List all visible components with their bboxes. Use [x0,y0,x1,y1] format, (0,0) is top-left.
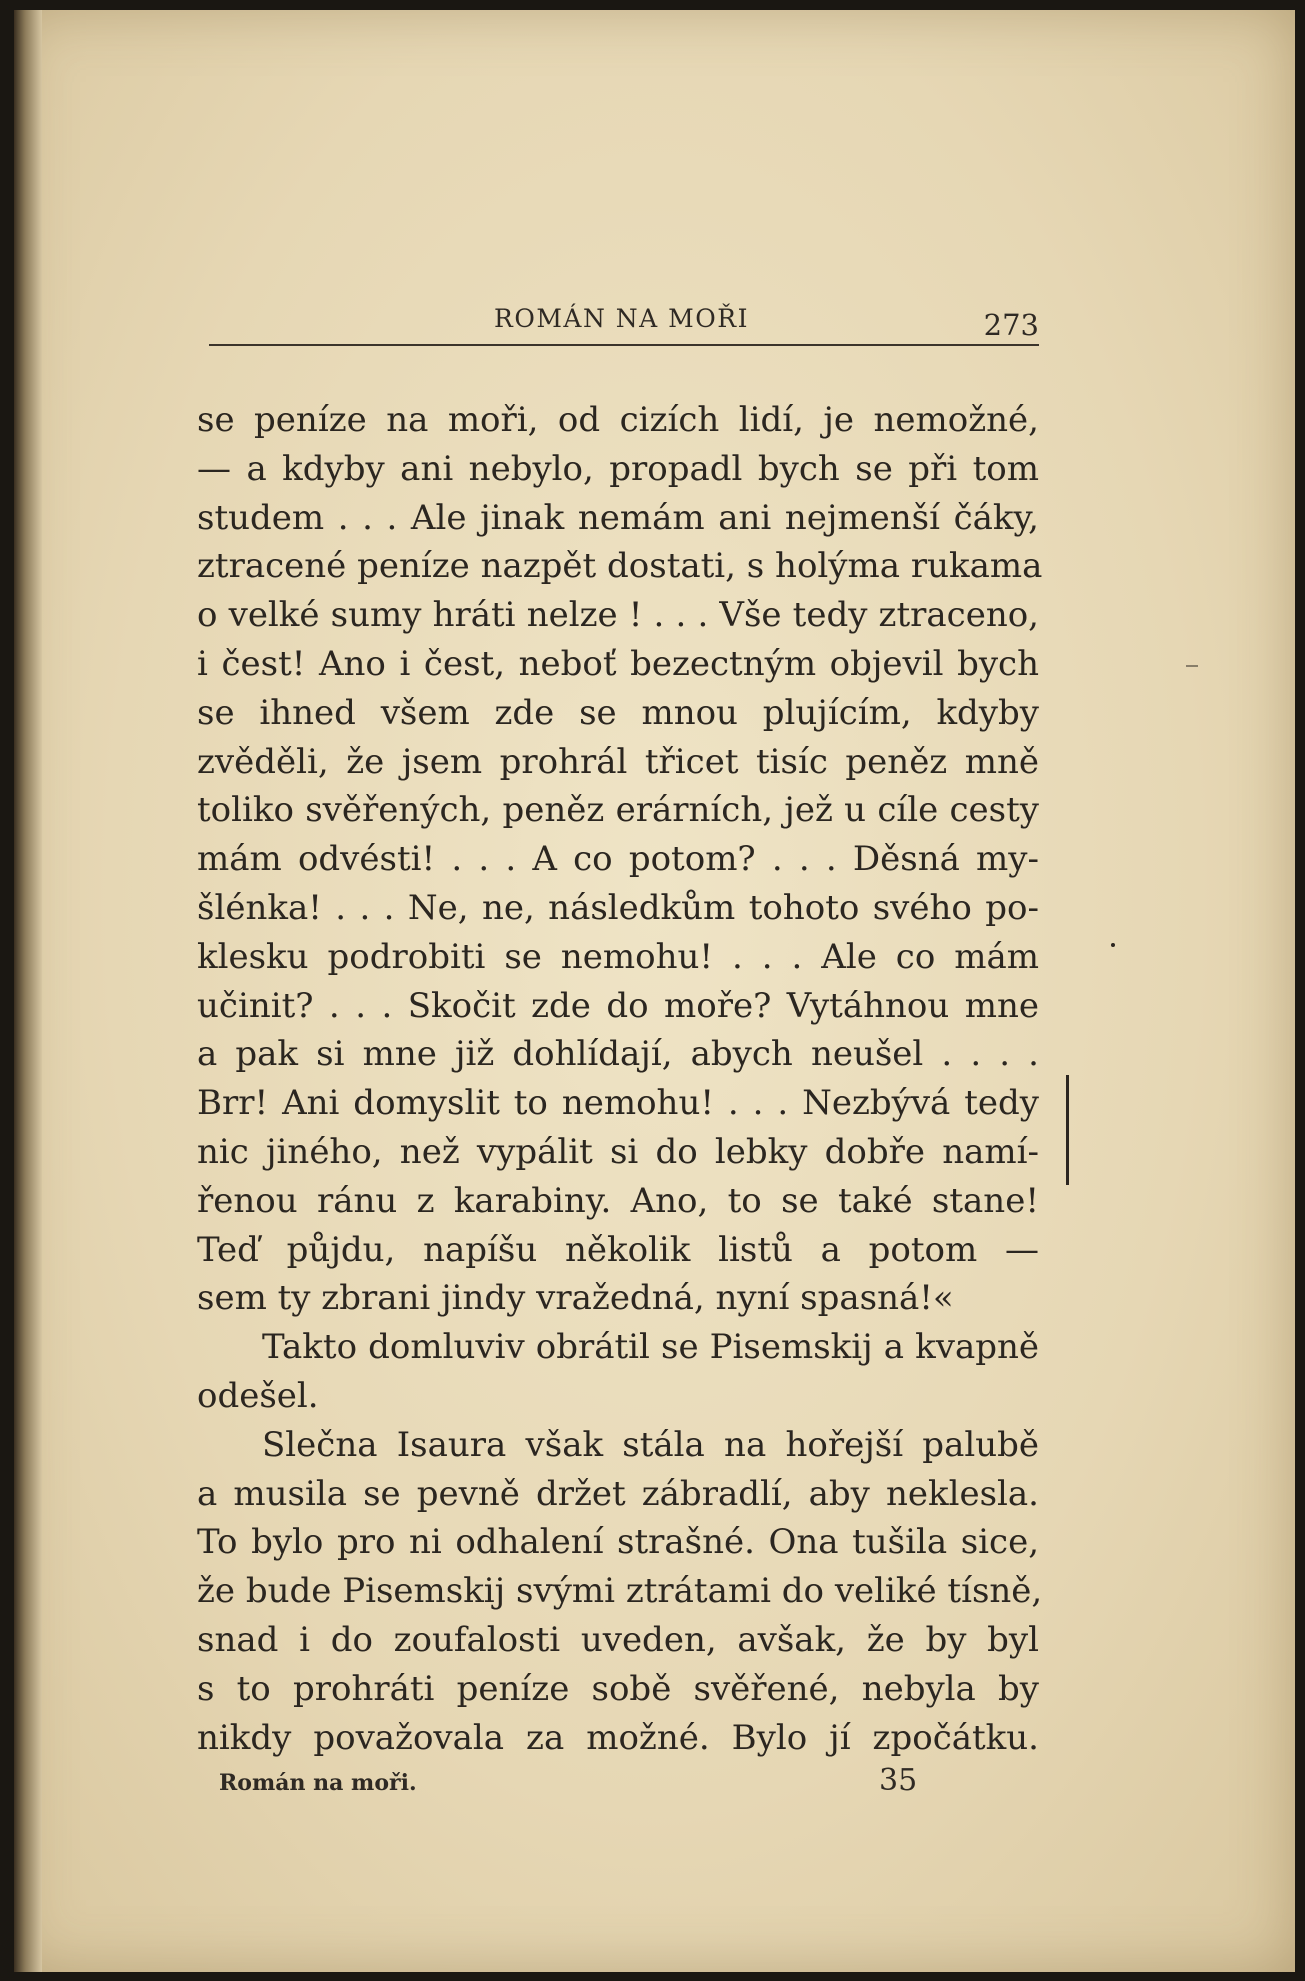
signature-mark: 35 [879,1763,918,1798]
text-line: toliko svěřených, peněz erárních, jež u cíle cesty [197,790,1039,831]
text-line: Teď půjdu, napíšu několik listů a potom — [197,1229,1039,1270]
text-line: Brr! Ani domyslit to nemohu! . . . Nezbývá tedy [197,1083,1039,1124]
text-line: odešel. [197,1375,319,1416]
text-line: zvěděli, že jsem prohrál třicet tisíc peněz mně [197,741,1039,782]
text-line: Takto domluviv obrátil se Pisemskij a kvapně [262,1327,1039,1368]
text-line: že bude Pisemskij svými ztrátami do veliké tísně, [197,1571,1043,1612]
book-spine-shadow [14,10,42,1972]
text-line: nic jiného, než vypálit si do lebky dobře namí- [197,1131,1039,1172]
page-number: 273 [983,308,1039,342]
text-line: snad i do zoufalosti uveden, avšak, že by byl [197,1619,1039,1660]
margin-pencil-mark [1111,943,1115,947]
running-title: ROMÁN NA MOŘI [494,304,749,333]
body-text [197,396,1043,1762]
text-line: a musila se pevně držet zábradlí, aby neklesla. [197,1473,1039,1514]
text-line: i čest! Ano i čest, neboť bezectným objevil bych [197,643,1039,684]
book-page [14,10,1295,1972]
text-line: sem ty zbrani jindy vražedná, nyní spasná!« [197,1278,954,1319]
footer-title: Román na moři. [219,1770,417,1796]
margin-pencil-mark [1186,665,1198,667]
text-line: Slečna Isaura však stála na hořejší palubě [262,1424,1039,1465]
text-line: se ihned všem zde se mnou plujícím, kdyby [197,692,1039,733]
margin-pencil-mark [1066,1075,1069,1185]
text-line: s to prohráti peníze sobě svěřené, nebyla by [197,1668,1039,1709]
text-line: mám odvésti! . . . A co potom? . . . Děsná my- [197,839,1039,880]
text-line: o velké sumy hráti nelze ! . . . Vše tedy ztraceno, [197,595,1039,636]
text-line: šlénka! . . . Ne, ne, následkům tohoto svého po- [197,887,1039,928]
text-line: — a kdyby ani nebylo, propadl bych se při tom [197,448,1039,489]
running-header [209,300,1039,346]
text-line: nikdy považovala za možné. Bylo jí zpočátku. [197,1717,1039,1758]
text-line: ztracené peníze nazpět dostati, s holýma rukama [197,546,1043,587]
text-line: se peníze na moři, od cizích lidí, je nemožné, [197,400,1039,440]
text-line: klesku podrobiti se nemohu! . . . Ale co mám [197,936,1039,977]
text-line: studem . . . Ale jinak nemám ani nejmenší čáky, [197,497,1039,538]
text-line: To bylo pro ni odhalení strašné. Ona tušila sice, [197,1522,1039,1563]
text-line: učinit? . . . Skočit zde do moře? Vytáhnou mne [197,985,1039,1026]
text-line: a pak si mne již dohlídají, abych neušel . . . . [197,1034,1039,1075]
text-line: řenou ránu z karabiny. Ano, to se také stane! [197,1180,1039,1221]
